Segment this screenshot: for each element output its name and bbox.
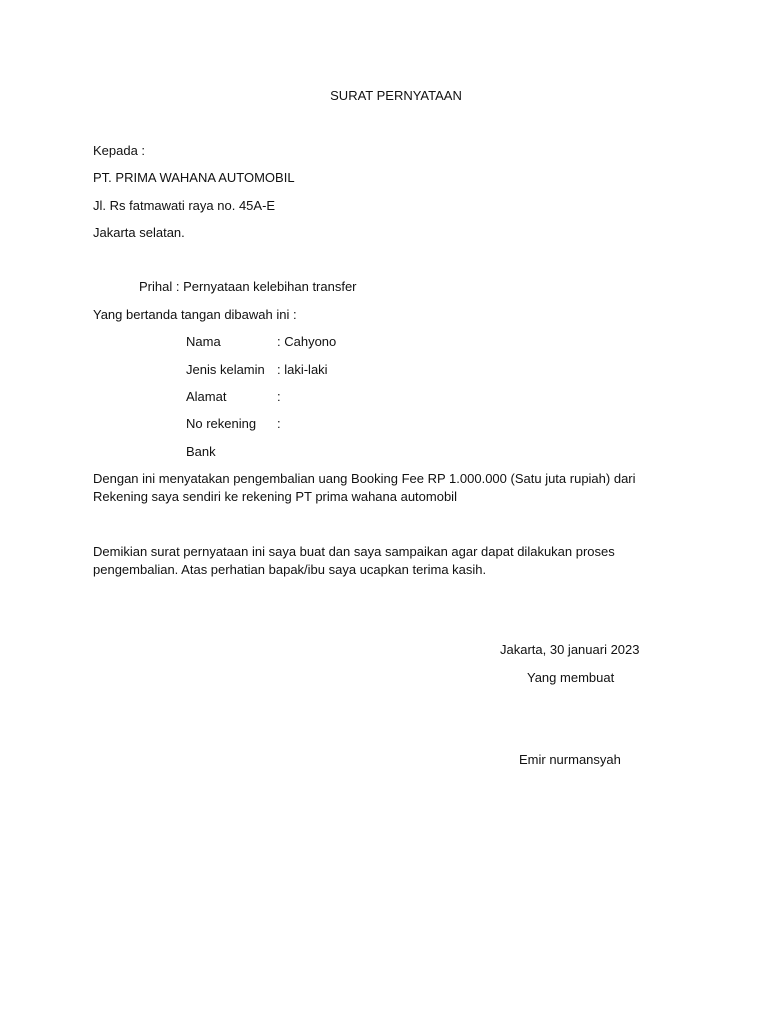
field-label-bank: Bank [186,444,216,459]
place-date: Jakarta, 30 januari 2023 [500,642,640,657]
body-paragraph-statement-line-1: Dengan ini menyatakan pengembalian uang Booking Fee RP 1.000.000 (Satu juta rupiah) dari [93,471,636,486]
recipient-street: Jl. Rs fatmawati raya no. 45A-E [93,198,276,213]
recipient-salutation: Kepada : [93,143,146,158]
maker-label: Yang membuat [527,670,615,685]
body-paragraph-closing-line-1: Demikian surat pernyataan ini saya buat dan saya sampaikan agar dapat dilakukan proses [93,544,615,559]
letter-subject: Prihal : Pernyataan kelebihan transfer [139,279,357,294]
field-label-name: Nama [186,334,221,349]
body-paragraph-closing [93,543,653,579]
signer-name: Emir nurmansyah [519,752,621,767]
field-value-address: : [277,389,281,404]
body-paragraph-closing-line-2: pengembalian. Atas perhatian bapak/ibu saya ucapkan terima kasih. [93,562,487,577]
letter-title: SURAT PERNYATAAN [330,88,462,103]
letter-intro: Yang bertanda tangan dibawah ini : [93,307,297,322]
field-label-address: Alamat [186,389,227,404]
field-value-name: : Cahyono [277,334,337,349]
recipient-company: PT. PRIMA WAHANA AUTOMOBIL [93,170,295,185]
field-label-gender: Jenis kelamin [186,362,265,377]
body-paragraph-statement-line-2: Rekening saya sendiri ke rekening PT prima wahana automobil [93,489,457,504]
body-paragraph-statement [93,470,653,506]
field-value-gender: : laki-laki [277,362,328,377]
field-value-account-number: : [277,416,281,431]
recipient-city: Jakarta selatan. [93,225,185,240]
field-label-account-number: No rekening [186,416,257,431]
